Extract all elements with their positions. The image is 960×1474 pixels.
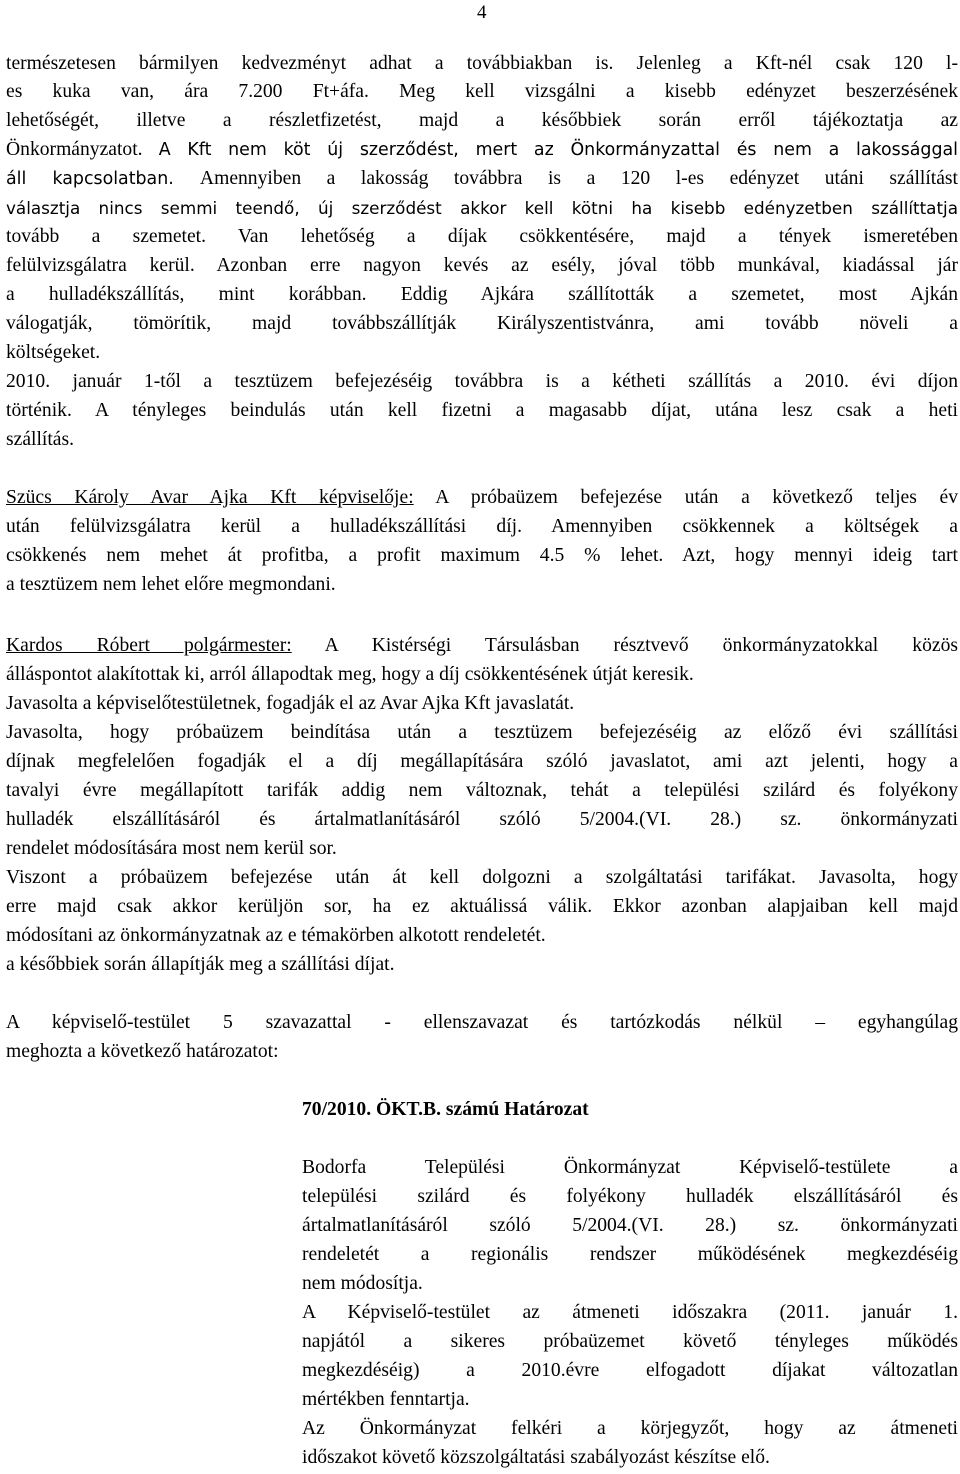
text-line [6, 165, 958, 193]
text-line: a hulladékszállítás, mint korábban. Eddig Ajkára szállították a szemetet, most Ajkán [6, 284, 958, 305]
resolution-line: Bodorfa Települési Önkormányzat Képviselő-testülete a [302, 1157, 958, 1178]
text-line: lehetőségét, illetve a részletfizetést, majd a későbbiek során erről tájékoztatja az [6, 110, 958, 131]
text-span: A próbaüzem befejezése után a következő teljes év [413, 487, 958, 508]
text-line: a tesztüzem nem lehet előre megmondani. [6, 574, 336, 595]
text-line: es kuka van, ára 7.200 Ft+áfa. Meg kell vizsgálni a kisebb edényzet beszerzésének [6, 81, 958, 102]
text-line: Javasolta, hogy próbaüzem beindítása után a tesztüzem befejezéséig az előző évi szállítási [6, 722, 958, 743]
speaker-name: Szücs Károly Avar Ajka Kft képviselője: [6, 487, 414, 508]
resolution-line: időszakot követő közszolgáltatási szabályozást készítse elő. [302, 1447, 770, 1468]
text-line: Javasolta a képviselőtestületnek, fogadják el az Avar Ajka Kft javaslatát. [6, 693, 575, 714]
resolution-line: mértékben fenntartja. [302, 1389, 470, 1410]
resolution-line: A Képviselő-testület az átmeneti időszakra (2011. január 1. [302, 1302, 958, 1323]
text-line: a későbbiek során állapítják meg a szállítási díjat. [6, 954, 395, 975]
text-span: Amennyiben a lakosság továbbra is a 120 l-es edényzet utáni szállítást [199, 168, 958, 189]
text-line: válogatják, tömörítik, majd továbbszállítják Királyszentistvánra, ami tovább növeli a [6, 313, 958, 334]
text-line: rendelet módosítására most nem kerül sor. [6, 838, 337, 859]
text-line: tavalyi évre megállapított tarifák addig nem változnak, tehát a települési szilárd és folyékony [6, 780, 958, 801]
text-line: meghozta a következő határozatot: [6, 1041, 279, 1062]
text-line: A képviselő-testület 5 szavazattal - ellenszavazat és tartózkodás nélkül – egyhangúlag [6, 1012, 958, 1033]
text-span: A Kft nem köt új szerződést, mert az Önkormányzattal és nem a lakossággal [158, 140, 958, 160]
text-line: Viszont a próbaüzem befejezése után át kell dolgozni a szolgáltatási tarifákat. Javasolta, hogy [6, 867, 958, 888]
text-line: költségeket. [6, 342, 101, 363]
text-line: választja nincs semmi teendő, új szerződést akkor kell kötni ha kisebb edényzetben szállíttatja [6, 198, 958, 218]
text-line: csökkenés nem mehet át profitba, a profit maximum 4.5 % lehet. Azt, hogy mennyi ideig tart [6, 545, 958, 566]
resolution-line: megkezdéséig) a 2010.évre elfogadott díjakat változatlan [302, 1360, 958, 1381]
text-span: áll kapcsolatban. [6, 169, 200, 189]
text-line: tovább a szemetet. Van lehetőség a díjak csökkentésére, majd a tények ismeretében [6, 226, 958, 247]
resolution-line: Az Önkormányzat felkéri a körjegyzőt, hogy az átmeneti [302, 1418, 958, 1439]
resolution-line: napjától a sikeres próbaüzemet követő tényleges működés [302, 1331, 958, 1352]
page-number: 4 [477, 2, 487, 23]
resolution-line: nem módosítja. [302, 1273, 423, 1294]
text-line: szállítás. [6, 429, 75, 450]
text-line [6, 632, 958, 660]
resolution-line: rendeletét a regionális rendszer működésének megkezdéséig [302, 1244, 958, 1265]
text-span: Önkormányzatot. [6, 139, 159, 160]
text-line: hulladék elszállításáról és ártalmatlanításáról szóló 5/2004.(VI. 28.) sz. önkormányzati [6, 809, 958, 830]
text-line: erre majd csak akkor kerüljön sor, ha ez aktuálissá válik. Ekkor azonban alapjaiban kell majd [6, 896, 958, 917]
text-line: természetesen bármilyen kedvezményt adhat a továbbiakban is. Jelenleg a Kft-nél csak 120 l- [6, 53, 958, 74]
text-line [6, 484, 958, 512]
text-line: felülvizsgálatra kerül. Azonban erre nagyon kevés az esély, jóval több munkával, kiadással jár [6, 255, 958, 276]
resolution-title: 70/2010. ÖKT.B. számú Határozat [302, 1099, 589, 1120]
text-line: után felülvizsgálatra kerül a hulladékszállítási díj. Amennyiben csökkennek a költségek a [6, 516, 958, 537]
text-line: módosítani az önkormányzatnak az e témakörben alkotott rendeletét. [6, 925, 546, 946]
text-line: álláspontot alakítottak ki, arról állapodtak meg, hogy a díj csökkentésének útját keresik. [6, 664, 694, 685]
text-line: történik. A tényleges beindulás után kell fizetni a magasabb díjat, utána lesz csak a heti [6, 400, 958, 421]
text-span: A Kistérségi Társulásban résztvevő önkormányzatokkal közös [291, 635, 958, 656]
text-line: díjnak megfelelően fogadják el a díj megállapítására szóló javaslatot, ami azt jelenti, hogy a [6, 751, 958, 772]
text-line [6, 136, 958, 164]
speaker-name: Kardos Róbert polgármester: [6, 635, 292, 656]
text-line: 2010. január 1-től a tesztüzem befejezéséig továbbra is a kétheti szállítás a 2010. évi díjon [6, 371, 958, 392]
resolution-line: ártalmatlanításáról szóló 5/2004.(VI. 28.) sz. önkormányzati [302, 1215, 958, 1236]
resolution-line: települési szilárd és folyékony hulladék elszállításáról és [302, 1186, 958, 1207]
